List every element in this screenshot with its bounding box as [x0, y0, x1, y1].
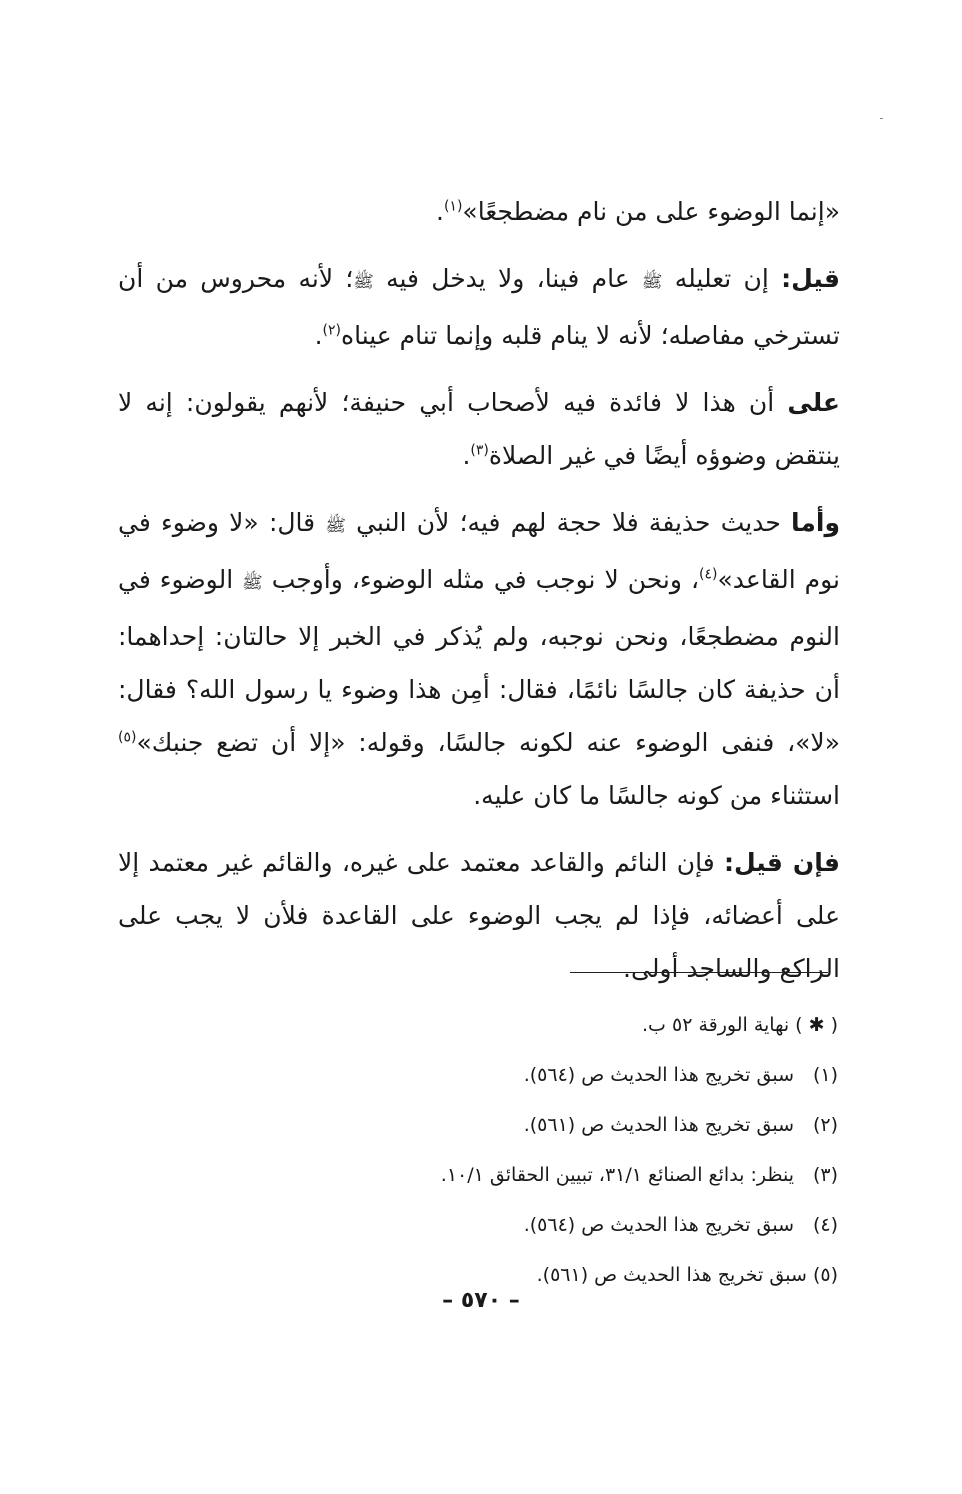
footnote-item	[118, 1100, 838, 1150]
page-number: – ٥٧٠ –	[442, 1288, 520, 1313]
sentence-end: .	[436, 197, 444, 226]
footnotes	[118, 1000, 838, 1300]
text-run: ، ونحن لا نوجب في مثله الوضوء، وأوجب	[262, 565, 700, 594]
footnote-number: (١)	[812, 1064, 838, 1086]
text-run: الوضوء في النوم مضطجعًا، ونحن نوجبه، ولم يُذكر في الخبر إلا حالتان: إحداهما: أن حذيفة كان جالسًا نائمًا، فقال: أمِن هذا وضوء يا رسول الله؟ فقال: «لا»، فنفى الوضوء عنه لكونه جالسًا، وقوله: «إلا أن تضع جنبك»	[118, 565, 840, 757]
quote-text: «إنما الوضوء على من نام مضطجعًا»	[462, 197, 840, 226]
footnote-ref-4: (٤)	[699, 566, 718, 583]
text-run: حديث حذيفة فلا حجة لهم فيه؛ لأن النبي	[345, 508, 792, 537]
footnote-ref-2: (٢)	[322, 322, 341, 339]
footnote-item	[118, 1150, 838, 1200]
text-run: استثناء من كونه جالسًا ما كان عليه.	[473, 781, 840, 810]
honorific-glyph: ﷺ	[641, 272, 663, 292]
footnote-divider	[570, 972, 828, 973]
footnote-text: سبق تخريج هذا الحديث ص (٥٦١).	[523, 1114, 794, 1136]
paragraph-1	[118, 185, 840, 238]
footnote-number: (٤)	[812, 1214, 838, 1236]
paragraph-3	[118, 376, 840, 482]
text-run: ؛ لأنه محروس من أن تسترخي مفاصله؛ لأنه لا ينام قلبه وإنما تنام عيناه	[118, 264, 840, 350]
paragraph-4	[118, 496, 840, 822]
scan-speck	[880, 118, 883, 119]
footnote-text: سبق تخريج هذا الحديث ص (٥٦٤).	[523, 1214, 794, 1236]
footnote-ref-1: (١)	[443, 198, 463, 215]
lead-word: على	[787, 388, 840, 417]
footnote-number: (٢)	[812, 1114, 838, 1136]
lead-word: قيل:	[781, 264, 840, 293]
paragraph-2	[118, 252, 840, 362]
footnote-number: (٣)	[812, 1164, 838, 1186]
honorific-glyph: ﷺ	[353, 272, 374, 292]
text-run: إن تعليله	[662, 264, 782, 293]
footnote-marker: ( ✱ ) نهاية الورقة ٥٢ ب.	[642, 1014, 838, 1036]
footnote-ref-3: (٣)	[470, 442, 489, 459]
footnote-item	[118, 1050, 838, 1100]
footnote-text: ينظر: بدائع الصنائع ٣١/١، تبيين الحقائق ١٠/١.	[440, 1164, 794, 1186]
text-run: أن هذا لا فائدة فيه لأصحاب أبي حنيفة؛ لأنهم يقولون: إنه لا ينتقض وضوؤه أيضًا في غير الصلاة	[118, 388, 840, 470]
honorific-glyph: ﷺ	[242, 573, 263, 593]
main-text	[118, 185, 840, 1009]
footnote-text: سبق تخريج هذا الحديث ص (٥٦١).	[536, 1264, 807, 1286]
footnote-ref-5: (٥)	[118, 729, 137, 746]
footnote-item	[118, 1200, 838, 1250]
footnote-text: سبق تخريج هذا الحديث ص (٥٦٤).	[523, 1064, 794, 1086]
text-run: عام فينا، ولا يدخل فيه	[373, 264, 642, 293]
footnote-number: (٥)	[812, 1264, 838, 1286]
lead-word: وأما	[791, 508, 840, 537]
text-run: قال: «لا وضوء في نوم القاعد»	[118, 508, 840, 594]
sentence-end: .	[314, 321, 323, 350]
lead-word: فإن قيل:	[723, 848, 840, 877]
honorific-glyph: ﷺ	[325, 516, 346, 536]
sentence-end: .	[462, 441, 471, 470]
text-run: فإن النائم والقاعد معتمد على غيره، والقائم غير معتمد إلا على أعضائه، فإذا لم يجب الوضوء على القاعدة فلأن لا يجب على الراكع والساجد أولى.	[118, 848, 840, 983]
